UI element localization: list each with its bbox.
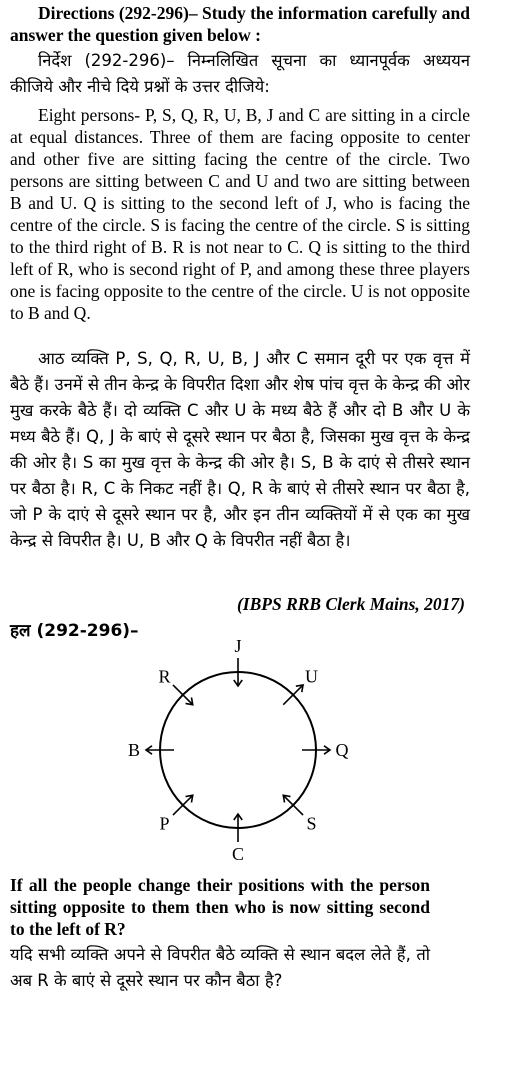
directions-english: Directions (292-296)– Study the information carefully and answer the question given below : [10, 3, 470, 45]
seat-layer [128, 640, 349, 860]
seat-U [283, 666, 318, 704]
question-hindi: यदि सभी व्यक्ति अपने से विपरीत बैठे व्यक्ति से स्थान बदल लेते हैं, तो अब R के बाएं से दूसरे स्थान पर कौन बैठा है? [10, 945, 430, 990]
seat-B [128, 740, 174, 760]
source-citation: (IBPS RRB Clerk Mains, 2017) [236, 594, 465, 614]
question-english: If all the people change their positions with the person sitting opposite to them then who is now sitting second to the left of R? [10, 875, 430, 939]
passage-hindi: आठ व्यक्ति P, S, Q, R, U, B, J और C समान दूरी पर एक वृत्त में बैठे हैं। उनमें से तीन केन्द्र के विपरीत दिशा और शेष पांच वृत्त के केन्द्र की ओर मुख करके बैठे हैं। दो व्यक्ति C और U के मध्य बैठे हैं और दो B और U के मध्य बैठे हैं। Q, J के बाएं से दूसरे स्थान पर बैठा है, जिसका मुख वृत्त के केन्द्र की ओर है। S का मुख वृत्त के केन्द्र की ओर है। S, B के दाएं से तीसरे स्थान पर बैठा है। R, C के निकट नहीं है। Q, R के बाएं से तीसरे स्थान पर बैठा है, जो P के दाएं से दूसरे स्थान पर है, और इन तीन व्यक्तियों में से एक का मुख केन्द्र से विपरीत है। U, B और Q के विपरीत नहीं बैठा है। [10, 349, 470, 550]
seat-label: Q [335, 740, 349, 760]
seat-label: S [306, 813, 317, 834]
seat-Q [302, 740, 349, 760]
seat-C [232, 814, 244, 860]
seat-label: J [234, 640, 242, 656]
directions-hindi: निर्देश (292-296)– निम्नलिखित सूचना का ध्यानपूर्वक अध्ययन कीजिये और नीचे दिये प्रश्नों के उत्तर दीजिये: [10, 51, 470, 96]
solution-label: हल (292-296)– [10, 621, 139, 641]
seat-label: U [305, 666, 319, 687]
seat-R [158, 666, 192, 704]
seat-P [159, 795, 192, 833]
seat-label: P [159, 813, 170, 834]
seat-label: R [158, 666, 171, 687]
passage-english: Eight persons- P, S, Q, R, U, B, J and C are sitting in a circle at equal distances. Three of them are facing opposite to center and other five are sitting facing the centre of the circle. Two persons are sitting between C and U and two are sitting between B and U. Q is sitting to the second left of J, who is facing the centre of the circle. S is facing the centre of the circle. S is sitting to the third right of B. R is not near to C. Q is sitting to the third left of R, who is second right of P, and among these three players one is facing opposite to the centre of the circle. U is not opposite to B and Q. [10, 105, 470, 323]
seat-J [234, 640, 242, 686]
seat-label: B [127, 740, 141, 760]
seating-diagram [120, 640, 360, 860]
seat-label: C [231, 844, 245, 860]
seat-S [283, 795, 316, 833]
